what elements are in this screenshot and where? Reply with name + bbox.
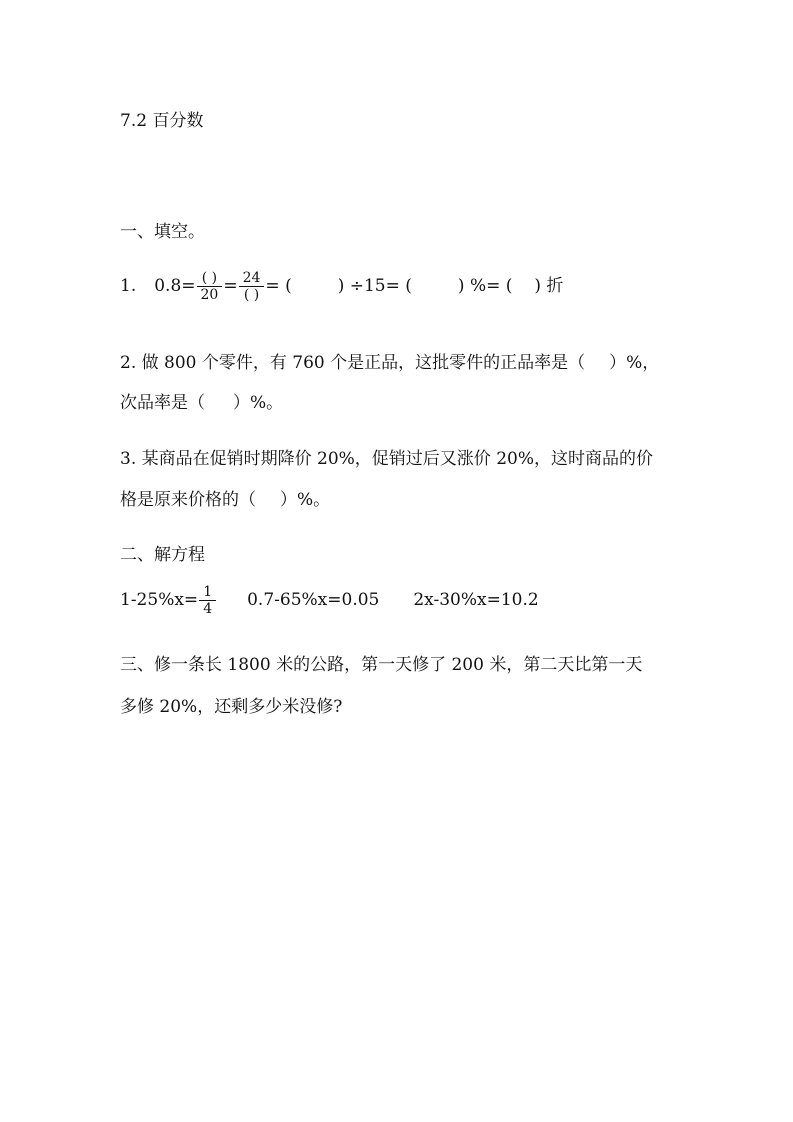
q3-text-2: 格是原来价格的（ <box>120 490 256 510</box>
equation-1-denominator: 4 <box>203 601 213 617</box>
q1-fraction-2-denominator: ( ) <box>243 287 260 303</box>
question-3-line-2 <box>120 485 330 510</box>
q1-blank-3-open: ) %= ( <box>457 276 513 296</box>
q2-text-2: 次品率是（ <box>120 393 205 413</box>
question-2-line-2 <box>120 388 283 413</box>
equation-1-fraction <box>199 584 216 617</box>
q2-text-1-end: ）%， <box>609 353 660 373</box>
doc-title: 7.2 百分数 <box>120 111 204 131</box>
section2-heading: 二、解方程 <box>120 545 205 565</box>
q1-blank-2-open: ) ÷15= ( <box>337 276 412 296</box>
q1-fraction-2-numerator: 24 <box>239 270 265 287</box>
q1-lead: 0.8= <box>154 276 196 296</box>
section3-line-1: 三、修一条长 1800 米的公路，第一天修了 200 米，第二天比第一天 <box>120 655 643 675</box>
q1-blank-1-open: = ( <box>265 276 292 296</box>
q1-fraction-1-numerator: ( ) <box>197 270 223 287</box>
q1-fraction-1-denominator: 20 <box>200 287 219 303</box>
section1-heading: 一、填空。 <box>120 222 205 242</box>
q3-text-2-end: ）%。 <box>280 490 331 510</box>
question-1 <box>120 270 563 303</box>
equation-3: 2x-30%x=10.2 <box>413 590 539 610</box>
equation-1-lead: 1-25%x= <box>120 590 199 610</box>
section3-line-2: 多修 20%，还剩多少米没修? <box>120 697 343 717</box>
q1-fraction-1 <box>197 270 223 303</box>
q1-fraction-2 <box>239 270 265 303</box>
q1-number: 1. <box>120 276 137 296</box>
equation-1-numerator: 1 <box>199 584 216 601</box>
q2-text-2-end: ）%。 <box>233 393 284 413</box>
q1-blank-4-end: ) 折 <box>534 276 564 296</box>
question-2-line-1 <box>120 348 659 373</box>
equations-row <box>120 584 539 617</box>
q1-equals: = <box>223 276 238 296</box>
question-3-line-1: 3. 某商品在促销时期降价 20%，促销过后又涨价 20%，这时商品的价 <box>120 449 654 469</box>
equation-2: 0.7-65%x=0.05 <box>247 590 380 610</box>
q2-text-1: 2. 做 800 个零件，有 760 个是正品，这批零件的正品率是（ <box>120 353 586 373</box>
